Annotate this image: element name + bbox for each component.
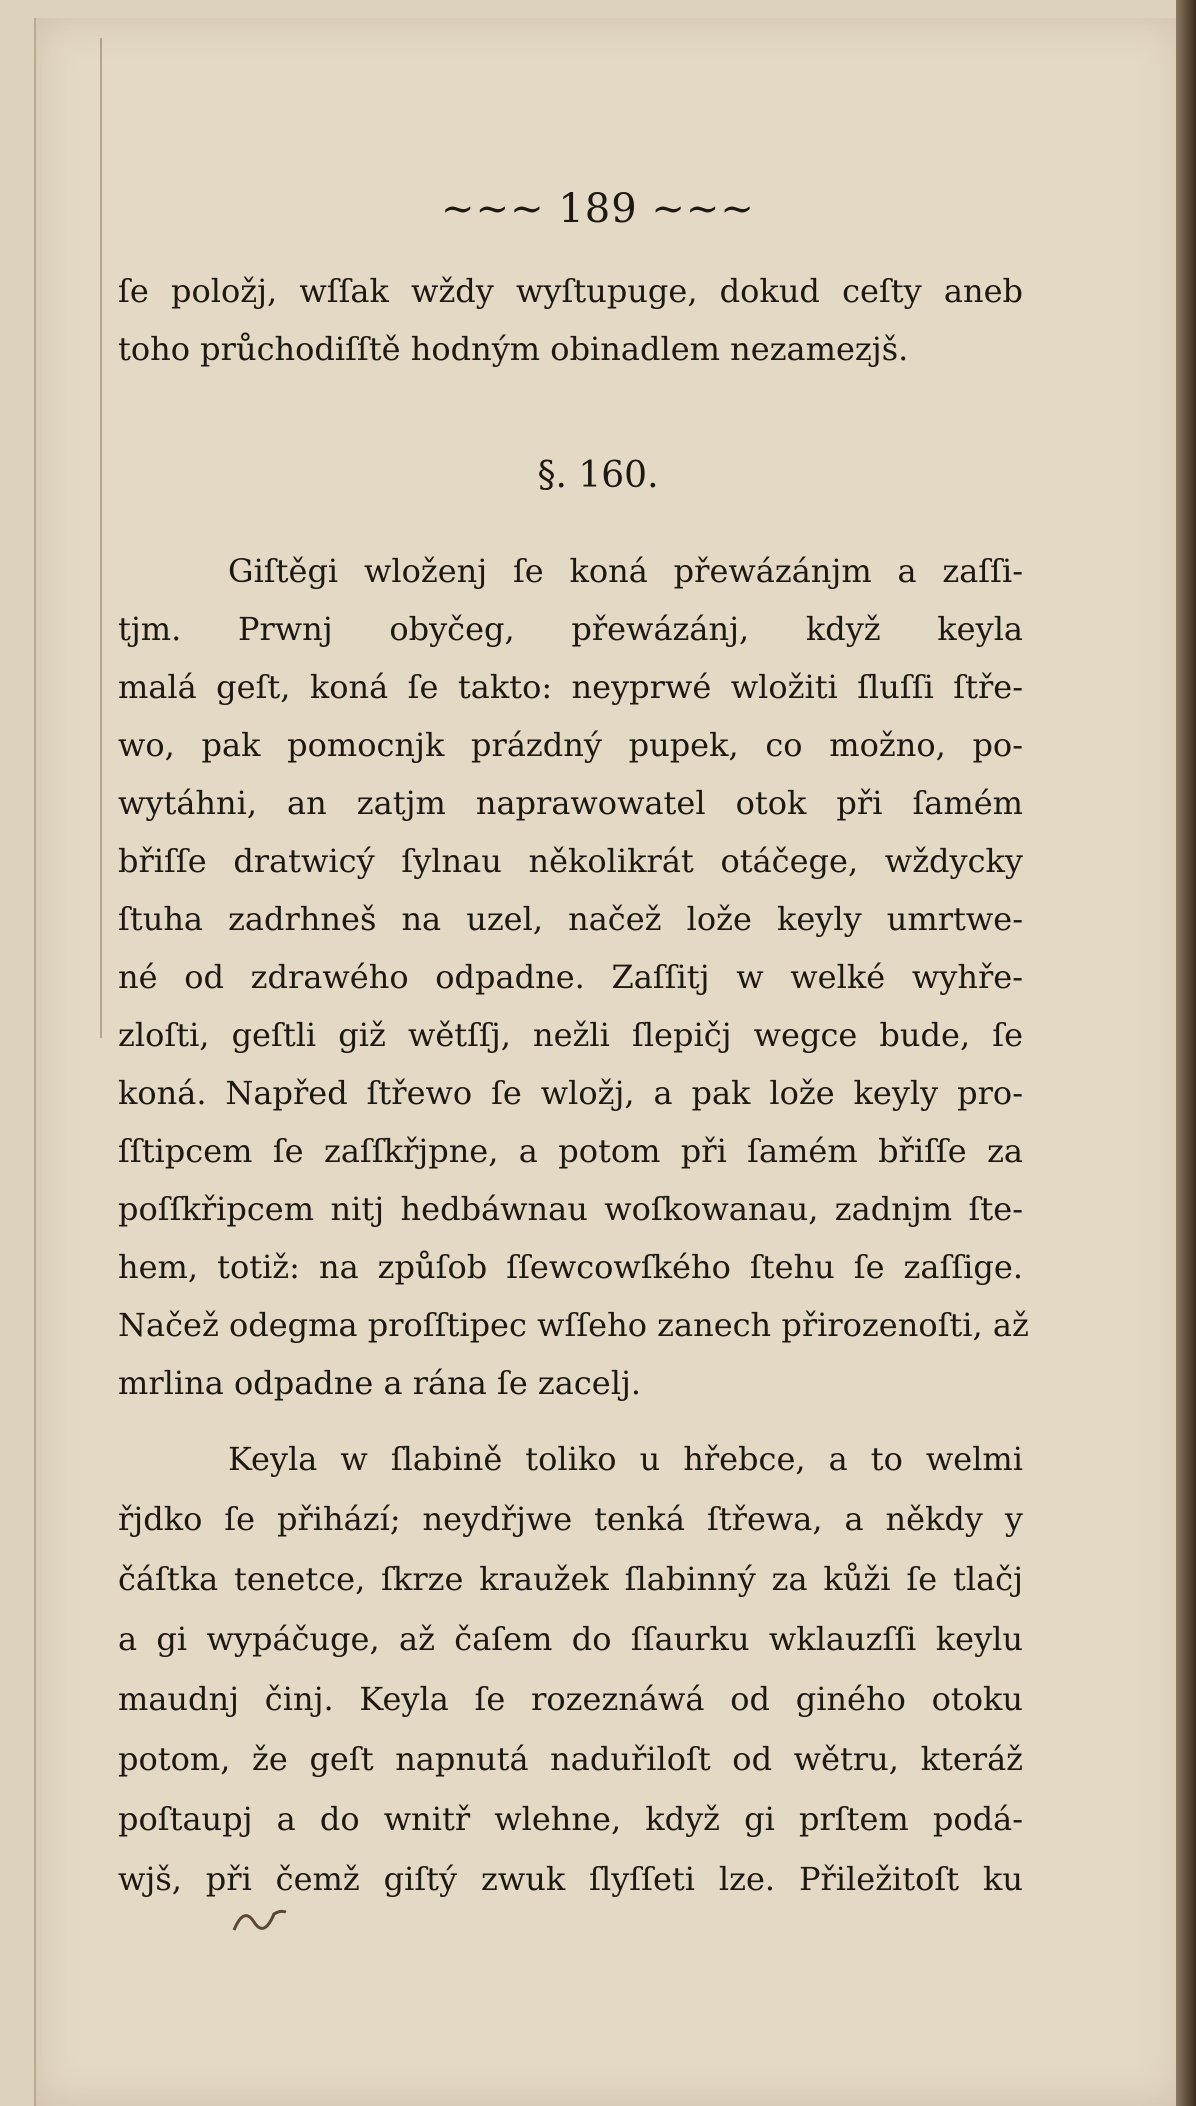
text-line: toho průchodiſſtě hodným obinadlem nezamezjš. xyxy=(118,330,909,368)
text-line: potom, že geſt napnutá naduřiloſt od wětru, kteráž xyxy=(118,1740,1023,1778)
text-line: ſtuha zadrhneš na uzel, načež lože keyly umrtwe- xyxy=(118,900,1023,938)
pencil-mark-icon xyxy=(230,1900,290,1950)
text-line: řjdko ſe přihází; neydřjwe tenká ſtřewa, a někdy y xyxy=(118,1500,1023,1538)
text-line: wo, pak pomocnjk prázdný pupek, co možno, po- xyxy=(118,726,1023,764)
text-line: Načež odegma proſſtipec wſſeho zanech přirozenoſti, až xyxy=(118,1306,1029,1344)
text-line: ſe položj, wſſak wždy wyſtupuge, dokud ceſty aneb xyxy=(118,272,1023,310)
text-line: zloſti, geſtli giž wětſſj, nežli ſlepičj wegce bude, ſe xyxy=(118,1016,1023,1054)
page-number-value: 189 xyxy=(558,186,638,232)
text-line: né od zdrawého odpadne. Zaſſitj w welké wyhře- xyxy=(118,958,1023,996)
section-heading: §. 160. xyxy=(537,455,659,496)
text-line: wytáhni, an zatjm naprawowatel otok při ſamém xyxy=(118,784,1023,822)
text-line: čáſtka tenetce, ſkrze kraužek ſlabinný za kůži ſe tlačj xyxy=(118,1560,1023,1598)
text-line: koná. Napřed ſtřewo ſe wložj, a pak lože keyly pro- xyxy=(118,1074,1023,1112)
text-line: mrlina odpadne a rána ſe zacelj. xyxy=(118,1364,642,1402)
text-line: Keyla w ſlabině toliko u hřebce, a to welmi xyxy=(228,1440,1023,1478)
text-line: poſtaupj a do wnitř wlehne, když gi prſtem podá- xyxy=(118,1800,1023,1838)
text-line: ſſtipcem ſe zaſſkřjpne, a potom při ſamém břiſſe za xyxy=(118,1132,1023,1170)
text-line: poſſkřipcem nitj hedbáwnau woſkowanau, zadnjm ſte- xyxy=(118,1190,1023,1228)
page-edge-shadow xyxy=(1176,0,1196,2106)
text-line: Giſtěgi wloženj ſe koná přewázánjm a zaſſi- xyxy=(228,552,1023,590)
text-line: malá geſt, koná ſe takto: neyprwé wložiti ſluſſi ſtře- xyxy=(118,668,1023,706)
text-line: maudnj činj. Keyla ſe rozeznáwá od giného otoku xyxy=(118,1680,1023,1718)
text-line: wjš, při čemž giſtý zwuk ſlyſſeti lze. Přiležitoſt ku xyxy=(118,1860,1023,1898)
text-line: hem, totiž: na způſob ſſewcowſkého ſtehu ſe zaſſige. xyxy=(118,1248,1023,1286)
text-line: břiſſe dratwicý ſylnau několikrát otáčege, wždycky xyxy=(118,842,1023,880)
page-number xyxy=(0,186,1196,232)
page-number-decoration-right: ~~~ xyxy=(651,186,755,232)
text-line: tjm. Prwnj obyčeg, přewázánj, když keyla xyxy=(118,610,1023,648)
text-line: a gi wypáčuge, až čaſem do ſſaurku wklauzſſi keylu xyxy=(118,1620,1023,1658)
page-number-decoration-left: ~~~ xyxy=(441,186,545,232)
